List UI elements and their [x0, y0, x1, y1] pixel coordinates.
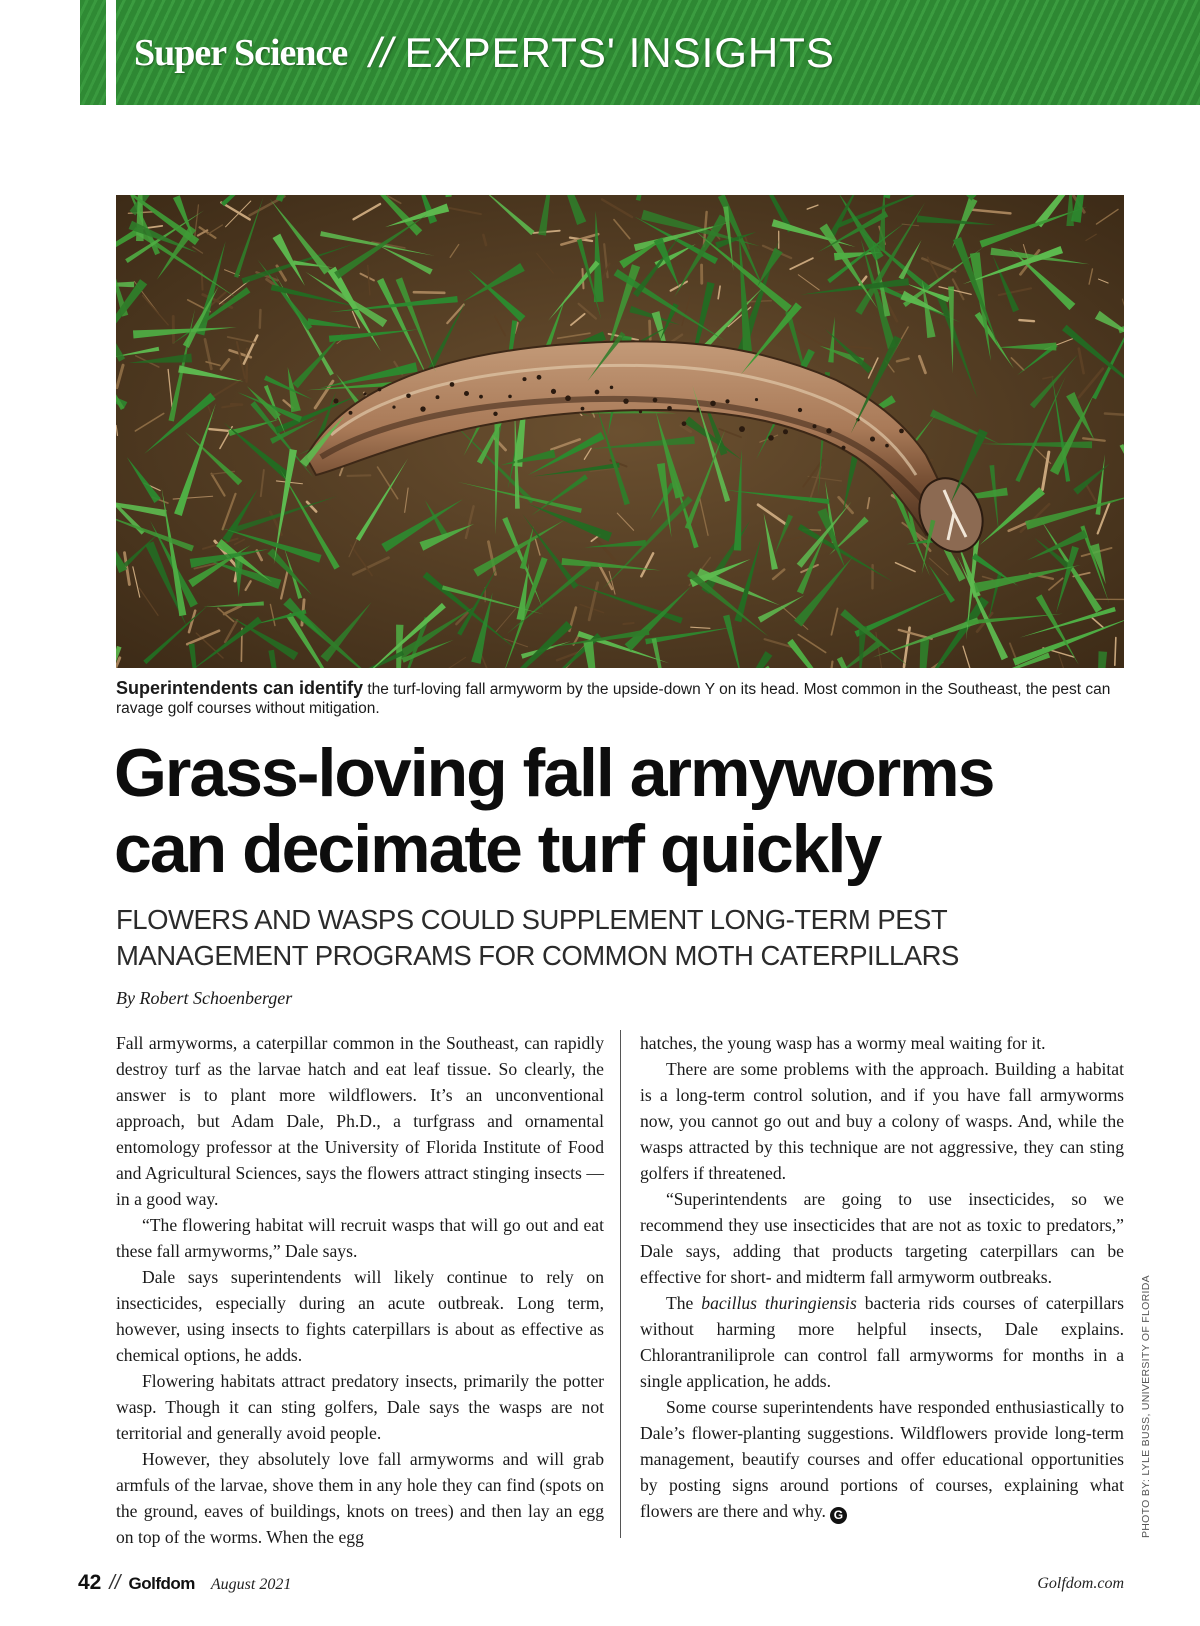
caption-lead: Superintendents can identify	[116, 678, 364, 698]
body-paragraph	[640, 1394, 1124, 1524]
banner-accent-bar	[80, 0, 106, 105]
website-url: Golfdom.com	[1037, 1575, 1124, 1592]
body-column-left	[116, 1030, 604, 1550]
deck-line-2: MANAGEMENT PROGRAMS FOR COMMON MOTH CATERPILLARS	[116, 940, 959, 971]
body-paragraph: However, they absolutely love fall armyworms and will grab armfuls of the larvae, shove them in any hole they can find (spots on the ground, eaves of buildings, knots on trees) and then lay an egg on top of the worms. When the egg	[116, 1449, 604, 1547]
body-paragraph: Dale says superintendents will likely continue to rely on insecticides, especially during an acute outbreak. Long term, however, using insects to fights caterpillars is about as effective as chemical options, he adds.	[116, 1267, 604, 1365]
magazine-logo: Golfdom	[128, 1574, 195, 1593]
body-column-right	[640, 1030, 1124, 1524]
body-paragraph: “Superintendents are going to use insecticides, so we recommend they use insecticides that are not as toxic to predators,” Dale says, adding that products targeting caterpillars can be effective for short- and midterm fall armyworm outbreaks.	[640, 1189, 1124, 1287]
photo-credit: PHOTO BY: LYLE BUSS, UNIVERSITY OF FLORIDA	[1140, 1275, 1152, 1538]
article-deck	[116, 902, 1116, 974]
body-paragraph: “The flowering habitat will recruit wasps that will go out and eat these fall armyworms,” Dale says.	[116, 1215, 604, 1261]
body-paragraph: Fall armyworms, a caterpillar common in the Southeast, can rapidly destroy turf as the larvae hatch and eat leaf tissue. So clearly, the answer is to plant more wildflowers. It’s an unconventional approach, but Adam Dale, Ph.D., a turfgrass and ornamental entomology professor at the University of Florida Institute of Food and Agricultural Sciences, says the flowers attract stinging insects — in a good way.	[116, 1033, 604, 1209]
body-paragraph: Flowering habitats attract predatory insects, primarily the potter wasp. Though it can sting golfers, Dale says the wasps are not territorial and generally avoid people.	[116, 1371, 604, 1443]
deck-line-1: FLOWERS AND WASPS COULD SUPPLEMENT LONG-TERM PEST	[116, 904, 948, 935]
bt-species-name: bacillus thuringiensis	[701, 1293, 857, 1313]
bt-text-after: bacteria rids courses of caterpillars without harming more helpful insects, Dale explains. Chlorantraniliprole can control fall armyworms for months in a single application, he adds.	[640, 1293, 1124, 1391]
page-footer	[78, 1571, 291, 1595]
photo-caption	[116, 679, 1116, 718]
body-paragraph: There are some problems with the approach. Building a habitat is a long-term control solution, and if you have fall armyworms now, you cannot go out and buy a colony of wasps. And, while the wasps attracted by this technique are not aggressive, they can sting golfers if threatened.	[640, 1059, 1124, 1183]
footer-separator: //	[109, 1572, 121, 1594]
column-divider	[620, 1030, 621, 1538]
end-mark-icon: G	[830, 1507, 847, 1524]
caption-text: the turf-loving fall armyworm by the upside-down Y on its head. Most common in the Southeast, the pest can ravage golf courses without mitigation.	[116, 681, 1111, 717]
headline-line-1: Grass-loving fall armyworms	[114, 735, 994, 811]
subsection-title: EXPERTS' INSIGHTS	[404, 28, 835, 76]
armyworm-photo	[116, 195, 1124, 668]
headline-line-2: can decimate turf quickly	[114, 811, 881, 887]
section-title: Super Science	[134, 31, 348, 74]
body-paragraph: hatches, the young wasp has a wormy meal waiting for it.	[640, 1033, 1046, 1053]
article-headline	[114, 735, 1114, 887]
issue-date: August 2021	[210, 1576, 292, 1593]
last-paragraph-text: Some course superintendents have responded enthusiastically to Dale’s flower-planting suggestions. Wildflowers provide long-term management, beautify courses and offer educational opportunities by posting signs around portions of courses, explaining what flowers are there and why.	[640, 1397, 1124, 1521]
section-banner	[116, 0, 1200, 105]
caterpillar-illustration	[116, 195, 1124, 668]
body-paragraph	[640, 1290, 1124, 1394]
section-separator: //	[369, 28, 393, 76]
page-number: 42	[78, 1571, 102, 1594]
bt-text-before: The	[666, 1293, 702, 1313]
byline: By Robert Schoenberger	[116, 988, 293, 1008]
